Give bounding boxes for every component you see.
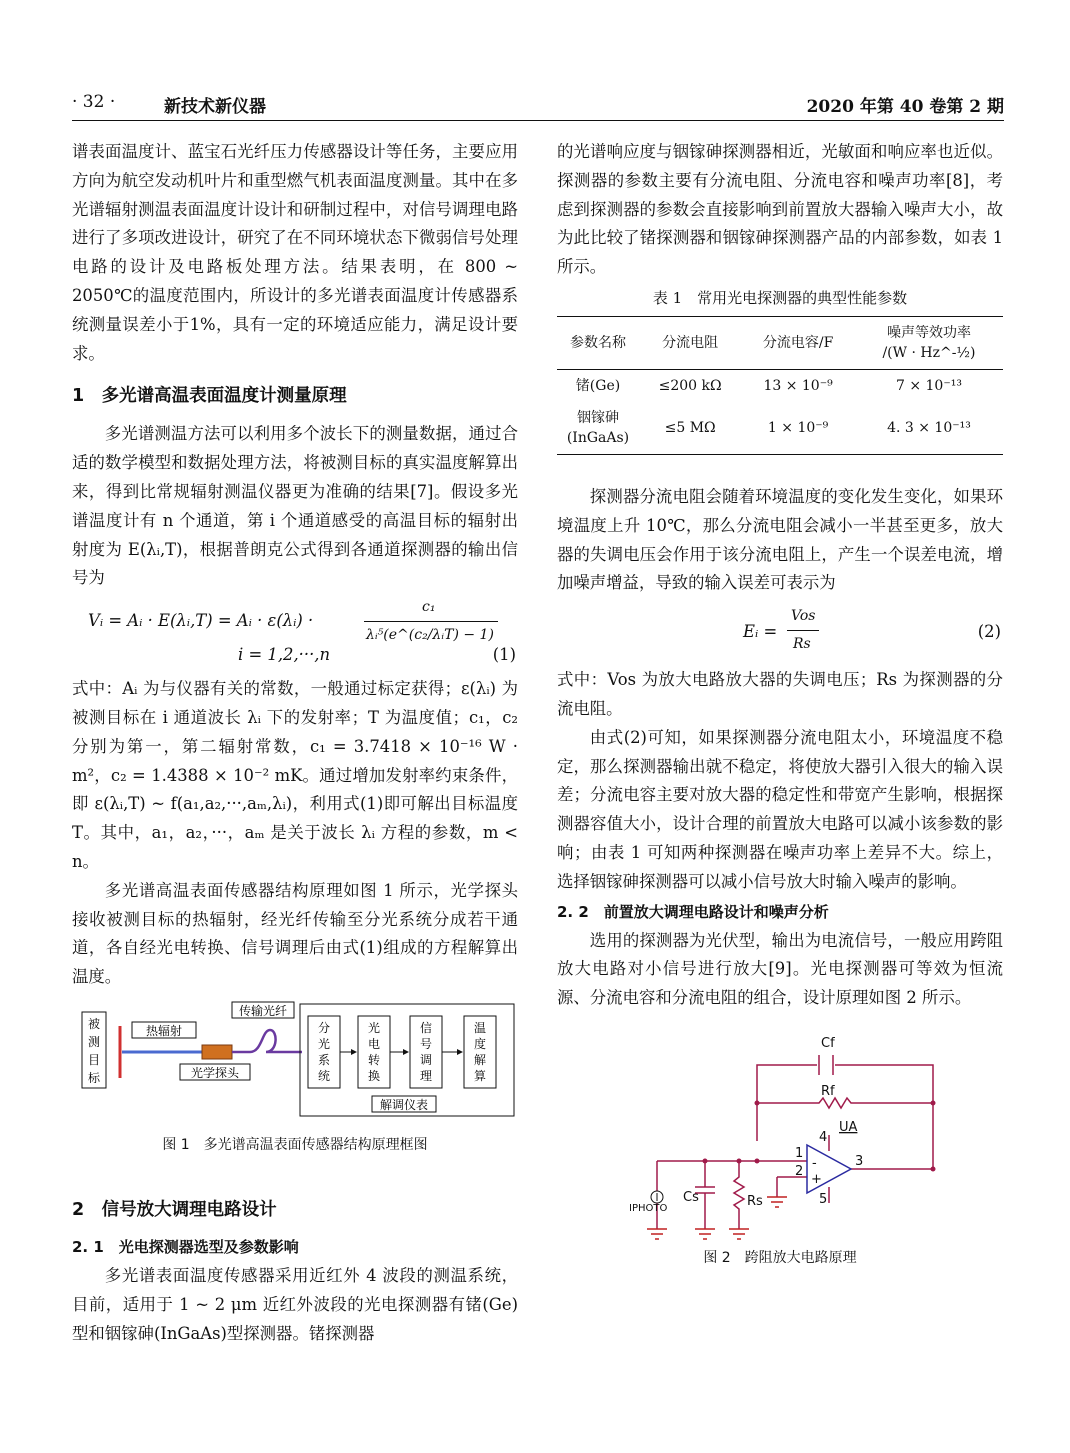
section-2-2-title: 2. 2 前置放大调理电路设计和噪声分析 xyxy=(557,902,829,921)
pin-2-label: 2 xyxy=(795,1163,804,1179)
demod-label: 解调仪表 xyxy=(379,1097,429,1112)
minus-label: - xyxy=(812,1155,817,1171)
journal-name: 新技术新仪器 xyxy=(164,97,266,117)
page-number: · 32 · xyxy=(72,92,116,112)
th-nep-line2: /(W · Hz^-½) xyxy=(882,344,976,361)
cell-ge-r: ≤200 kΩ xyxy=(658,377,722,394)
node-dot xyxy=(737,1158,742,1163)
rs-wire xyxy=(734,1161,744,1229)
cell-ingaas-r: ≤5 MΩ xyxy=(664,419,716,436)
figure-2-caption: 图 2 跨阻放大电路原理 xyxy=(703,1249,857,1266)
header-rule xyxy=(72,120,1004,121)
solve-char-4: 算 xyxy=(473,1068,487,1083)
page-header xyxy=(72,92,1004,118)
node-dot xyxy=(931,1166,936,1171)
paragraph-shunt-resistance: 探测器分流电阻会随着环境温度的变化发生变化，如果环境温度上升 10℃，那么分流电阻会减小一半甚至更多，放大器的失调电压会作用于该分流电阻上，产生一个误差电流，增加噪声增益，导致的输入误差可表示为 xyxy=(557,486,1003,593)
solve-char-3: 解 xyxy=(473,1052,487,1067)
paragraph-detector-params: 的光谱响应度与铟镓砷探测器相近，光敏面和响应率也近似。探测器的参数主要有分流电阻、分流电容和噪声功率[8]，考虑到探测器的参数会直接影响到前置放大器输入噪声大小，故为此比较了锗探测器和铟镓砷探测器产品的内部参数，如表 1 所示。 xyxy=(557,142,1003,277)
cell-ingaas-c: 1 × 10⁻⁹ xyxy=(767,419,829,436)
eq1-numerator: c₁ xyxy=(422,599,436,616)
equation-1 xyxy=(72,599,518,669)
section-2-title: 2 信号放大调理电路设计 xyxy=(72,1199,277,1220)
paragraph-preamp: 选用的探测器为光伏型，输出为电流信号，一般应用跨阻放大电路对小信号进行放大[9]。光电探测器可等效为恒流源、分流电容和分流电阻的组合，设计原理如图 2 所示。 xyxy=(557,930,1003,1008)
split-char-4: 统 xyxy=(317,1068,331,1083)
eq1-index-range: i = 1,2,···,n xyxy=(238,645,331,665)
paragraph-detector-selection: 多光谱表面温度传感器采用近红外 4 波段的测温系统，目前，适用于 1 ~ 2 μm 近红外波段的光电探测器有锗(Ge)型和铟镓砷(InGaAs)型探测器。锗探测器 xyxy=(72,1265,518,1343)
th-shunt-r: 分流电阻 xyxy=(662,334,719,351)
convert-char-4: 换 xyxy=(367,1068,381,1083)
node-dot xyxy=(703,1158,708,1163)
eq1-lhs: Vᵢ = Aᵢ · E(λᵢ,T) = Aᵢ · ε(λᵢ) · xyxy=(88,611,314,631)
paragraph-principle: 多光谱测温方法可以利用多个波长下的测量数据，通过合适的数学模型和数据处理方法，将被测目标的真实温度解算出来，得到比常规辐射测温仪器更为准确的结果[7]。假设多光谱温度计有 n 个通道，第 i 个通道感受的高温目标的辐射出射度为 E(λᵢ,T)，根据普朗克公式得到各通道探测器的输出信号为 xyxy=(72,424,518,588)
cs-label: Cs xyxy=(683,1189,699,1205)
paragraph-eq2-variables: 式中：Vos 为放大电路放大器的失调电压；Rs 为探测器的分流电阻。 xyxy=(557,670,1003,718)
table-1-caption: 表 1 常用光电探测器的典型性能参数 xyxy=(652,288,908,307)
eq2-numerator: Vos xyxy=(791,608,816,625)
paragraph-variables: 式中：Aᵢ 为与仪器有关的常数，一般通过标定获得；ε(λᵢ) 为被测目标在 i 通道波长 λᵢ 下的发射率；T 为温度值；c₁，c₂ 分别为第一，第二辐射常数，c₁ = 3.7418 × 10⁻¹⁶ W · m²，c₂ = 1.4388 × 10⁻² mK。通过增加发射率约束条件，即 ε(λᵢ,T) ~ f(a₁,a₂,···,aₘ,λᵢ)，利用式(1)即可解出目标温度 T。其中，a₁，a₂，···，aₘ 是关于波长 λᵢ 方程的参数，m < n。 xyxy=(72,679,518,871)
figure-1-diagram xyxy=(72,1000,518,1126)
target-char-1: 被 xyxy=(87,1016,101,1031)
intro-paragraph: 谱表面温度计、蓝宝石光纤压力传感器设计等任务，主要应用方向为航空发动机叶片和重型燃气机表面温度测量。其中在多光谱辐射测温表面温度计设计和研制过程中，对信号调理电路进行了多项改进设计，研究了在不同环境状态下微弱信号处理电路的设计及电路板处理方法。结果表明，在 800 ~ 2050℃的温度范围内，所设计的多光谱表面温度计传感器系统测量误差小于1%，具有一定的环境适应能力，满足设计要求。 xyxy=(72,142,518,363)
cond-char-2: 号 xyxy=(419,1036,433,1051)
fiber-label: 传输光纤 xyxy=(238,1003,288,1018)
table-row xyxy=(557,369,1003,402)
ground-symbols xyxy=(647,1197,787,1239)
figure-2 xyxy=(557,1021,1003,1249)
probe-label: 光学探头 xyxy=(190,1065,240,1080)
paragraph-structure: 多光谱高温表面传感器结构原理如图 1 所示，光学探头接收被测目标的热辐射，经光纤传输至分光系统分成若干通道，各自经光电转换、信号调理后由式(1)组成的方程解算出温度。 xyxy=(72,880,518,987)
split-char-3: 系 xyxy=(317,1052,331,1067)
target-char-4: 标 xyxy=(87,1070,101,1085)
cell-ge-c: 13 × 10⁻⁹ xyxy=(763,377,833,394)
th-shunt-c: 分流电容/F xyxy=(762,334,834,351)
pin-3-label: 3 xyxy=(855,1153,864,1169)
ua-label: UA xyxy=(839,1119,858,1135)
paragraph-eq2-analysis: 由式(2)可知，如果探测器分流电阻太小，环境温度不稳定，那么探测器输出就不稳定，将使放大器引入很大的输入误差；分流电容主要对放大器的稳定性和带宽产生影响，根据探测器容值大小，设计合理的前置放大电路可以减小该参数的影响；由表 1 可知两种探测器在噪声功率上差异不大。综上，选择铟镓砷探测器可以减小信号放大时输入噪声的影响。 xyxy=(557,727,1003,891)
cell-ingaas-name: 铟镓砷(InGaAs) xyxy=(566,409,630,446)
plus-label: + xyxy=(811,1171,822,1187)
eq2-number: (2) xyxy=(977,622,1001,642)
convert-char-3: 转 xyxy=(367,1052,381,1067)
noninverting-input-wire xyxy=(777,1177,807,1197)
figure-2-circuit xyxy=(557,1021,1003,1249)
node-dot xyxy=(755,1100,760,1105)
table-row xyxy=(557,402,1003,455)
convert-char-1: 光 xyxy=(367,1020,381,1035)
split-char-2: 光 xyxy=(317,1036,331,1051)
cell-ingaas-nep: 4. 3 × 10⁻¹³ xyxy=(887,419,971,436)
pin-1-label: 1 xyxy=(795,1145,804,1161)
split-char-1: 分 xyxy=(317,1020,331,1035)
pin-4-label: 4 xyxy=(819,1129,828,1145)
left-column xyxy=(72,138,518,1348)
node-dot xyxy=(931,1100,936,1105)
target-char-3: 目 xyxy=(87,1052,101,1067)
optical-probe xyxy=(202,1045,232,1059)
equation-2 xyxy=(557,604,1003,660)
th-nep-line1: 噪声等效功率 xyxy=(886,324,971,341)
cf-wire xyxy=(757,1065,933,1169)
table-1 xyxy=(557,316,1003,455)
issue-info: 2020 年第 40 卷第 2 期 xyxy=(806,97,1004,117)
cond-char-3: 调 xyxy=(419,1052,433,1067)
cell-ge-name: 锗(Ge) xyxy=(575,377,621,394)
pin-5-label: 5 xyxy=(819,1191,828,1207)
optical-fiber xyxy=(232,1030,302,1052)
eq1-denominator: λᵢ⁵(e^(c₂/λᵢT) − 1) xyxy=(366,627,494,644)
rf-wire xyxy=(757,1098,933,1108)
th-param: 参数名称 xyxy=(570,334,626,351)
rf-label: Rf xyxy=(821,1083,835,1099)
eq2-lhs: Eᵢ = xyxy=(743,622,778,642)
figure-1-caption: 图 1 多光谱高温表面传感器结构原理框图 xyxy=(162,1136,428,1153)
eq1-number: (1) xyxy=(492,645,516,665)
section-1-title: 1 多光谱高温表面温度计测量原理 xyxy=(72,386,347,407)
target-char-2: 测 xyxy=(87,1034,101,1049)
solve-char-2: 度 xyxy=(473,1036,487,1051)
rs-label: Rs xyxy=(747,1193,763,1209)
section-2-1-title: 2. 1 光电探测器选型及参数影响 xyxy=(72,1237,299,1256)
iphoto-label: IPHOTO xyxy=(629,1202,668,1214)
convert-char-2: 电 xyxy=(367,1036,381,1051)
solve-char-1: 温 xyxy=(473,1020,487,1035)
right-column xyxy=(557,138,1003,1269)
node-dot xyxy=(755,1158,760,1163)
cell-ge-nep: 7 × 10⁻¹³ xyxy=(895,377,962,394)
eq2-denominator: Rs xyxy=(793,636,811,653)
th-nep xyxy=(855,316,1003,369)
figure-1 xyxy=(72,1000,518,1126)
cond-char-1: 信 xyxy=(419,1020,433,1035)
cf-label: Cf xyxy=(821,1035,835,1051)
heat-label: 热辐射 xyxy=(145,1023,183,1038)
cond-char-4: 理 xyxy=(419,1068,433,1083)
